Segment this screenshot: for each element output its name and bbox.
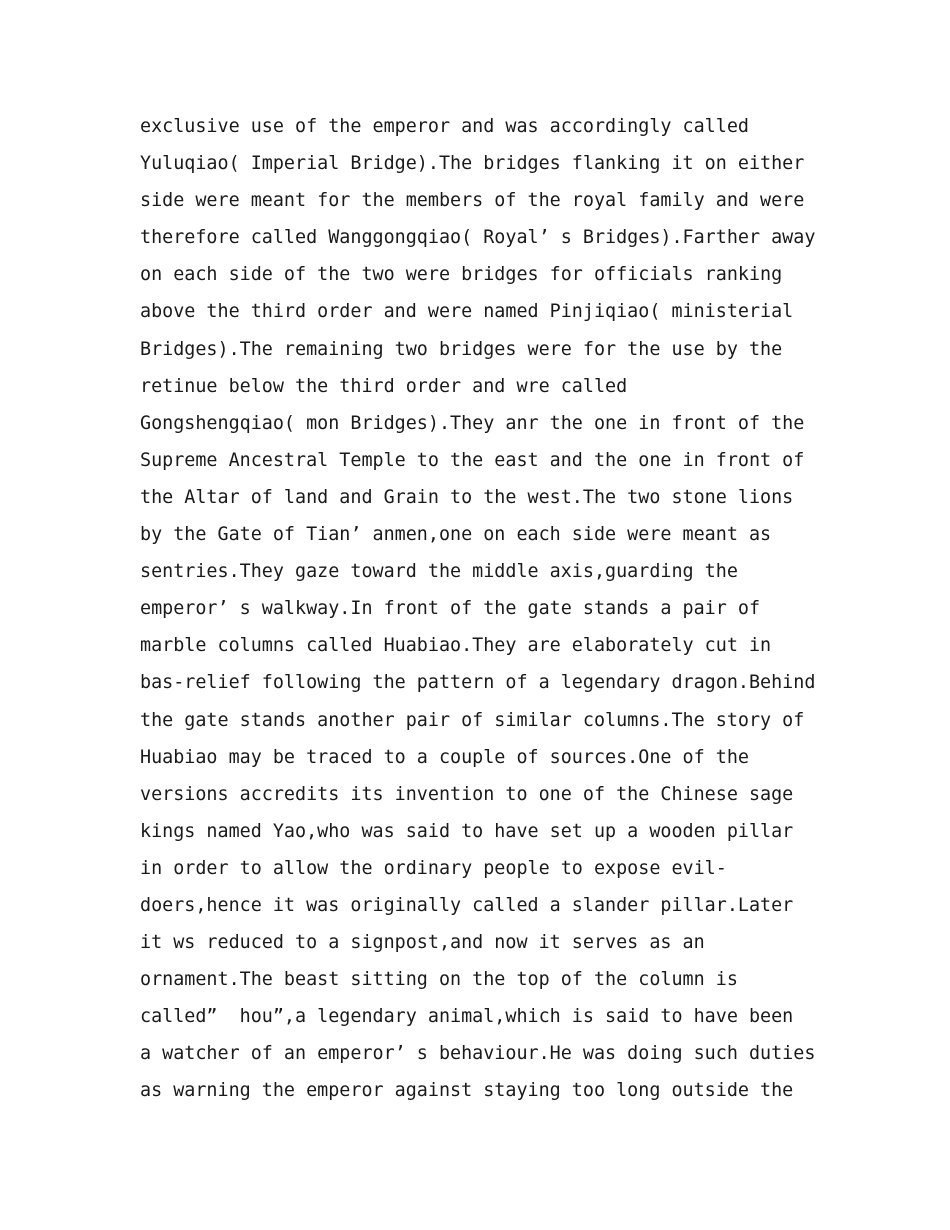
body-text (140, 108, 840, 1110)
text-line: by the Gate of Tian’ anmen,one on each side were meant as (140, 524, 772, 546)
text-line: the Altar of land and Grain to the west.The two stone lions (140, 486, 794, 508)
text-line: above the third order and were named Pinjiqiao( ministerial (140, 301, 794, 323)
text-line: on each side of the two were bridges for officials ranking (140, 264, 783, 286)
text-line: Supreme Ancestral Temple to the east and the one in front of (140, 449, 805, 471)
text-line: emperor’ s walkway.In front of the gate stands a pair of (140, 598, 761, 620)
text-line: the gate stands another pair of similar columns.The story of (140, 709, 805, 731)
text-line: side were meant for the members of the royal family and were (140, 190, 805, 212)
text-line: ornament.The beast sitting on the top of the column is (140, 969, 738, 991)
text-line: sentries.They gaze toward the middle axis,guarding the (140, 561, 738, 583)
text-line: retinue below the third order and wre called (140, 375, 628, 397)
text-line: Yuluqiao( Imperial Bridge).The bridges flanking it on either (140, 153, 805, 175)
text-line: as warning the emperor against staying too long outside the (140, 1080, 794, 1102)
text-line: kings named Yao,who was said to have set up a wooden pillar (140, 820, 794, 842)
text-line: marble columns called Huabiao.They are elaborately cut in (140, 635, 772, 657)
text-line: it ws reduced to a signpost,and now it serves as an (140, 932, 705, 954)
text-line: therefore called Wanggongqiao( Royal’ s Bridges).Farther away (140, 227, 816, 249)
text-line: called” hou”,a legendary animal,which is said to have been (140, 1006, 794, 1028)
text-line: exclusive use of the emperor and was accordingly called (140, 116, 749, 137)
text-line: doers,hence it was originally called a slander pillar.Later (140, 894, 794, 916)
text-line: in order to allow the ordinary people to expose evil- (140, 857, 727, 879)
text-line: Huabiao may be traced to a couple of sources.One of the (140, 746, 749, 768)
text-line: Bridges).The remaining two bridges were for the use by the (140, 338, 783, 360)
text-line: versions accredits its invention to one of the Chinese sage (140, 783, 794, 805)
text-line: Gongshengqiao( mon Bridges).They anr the one in front of the (140, 412, 805, 434)
text-line: bas-relief following the pattern of a legendary dragon.Behind (140, 672, 816, 694)
text-line: a watcher of an emperor’ s behaviour.He was doing such duties (140, 1043, 816, 1065)
